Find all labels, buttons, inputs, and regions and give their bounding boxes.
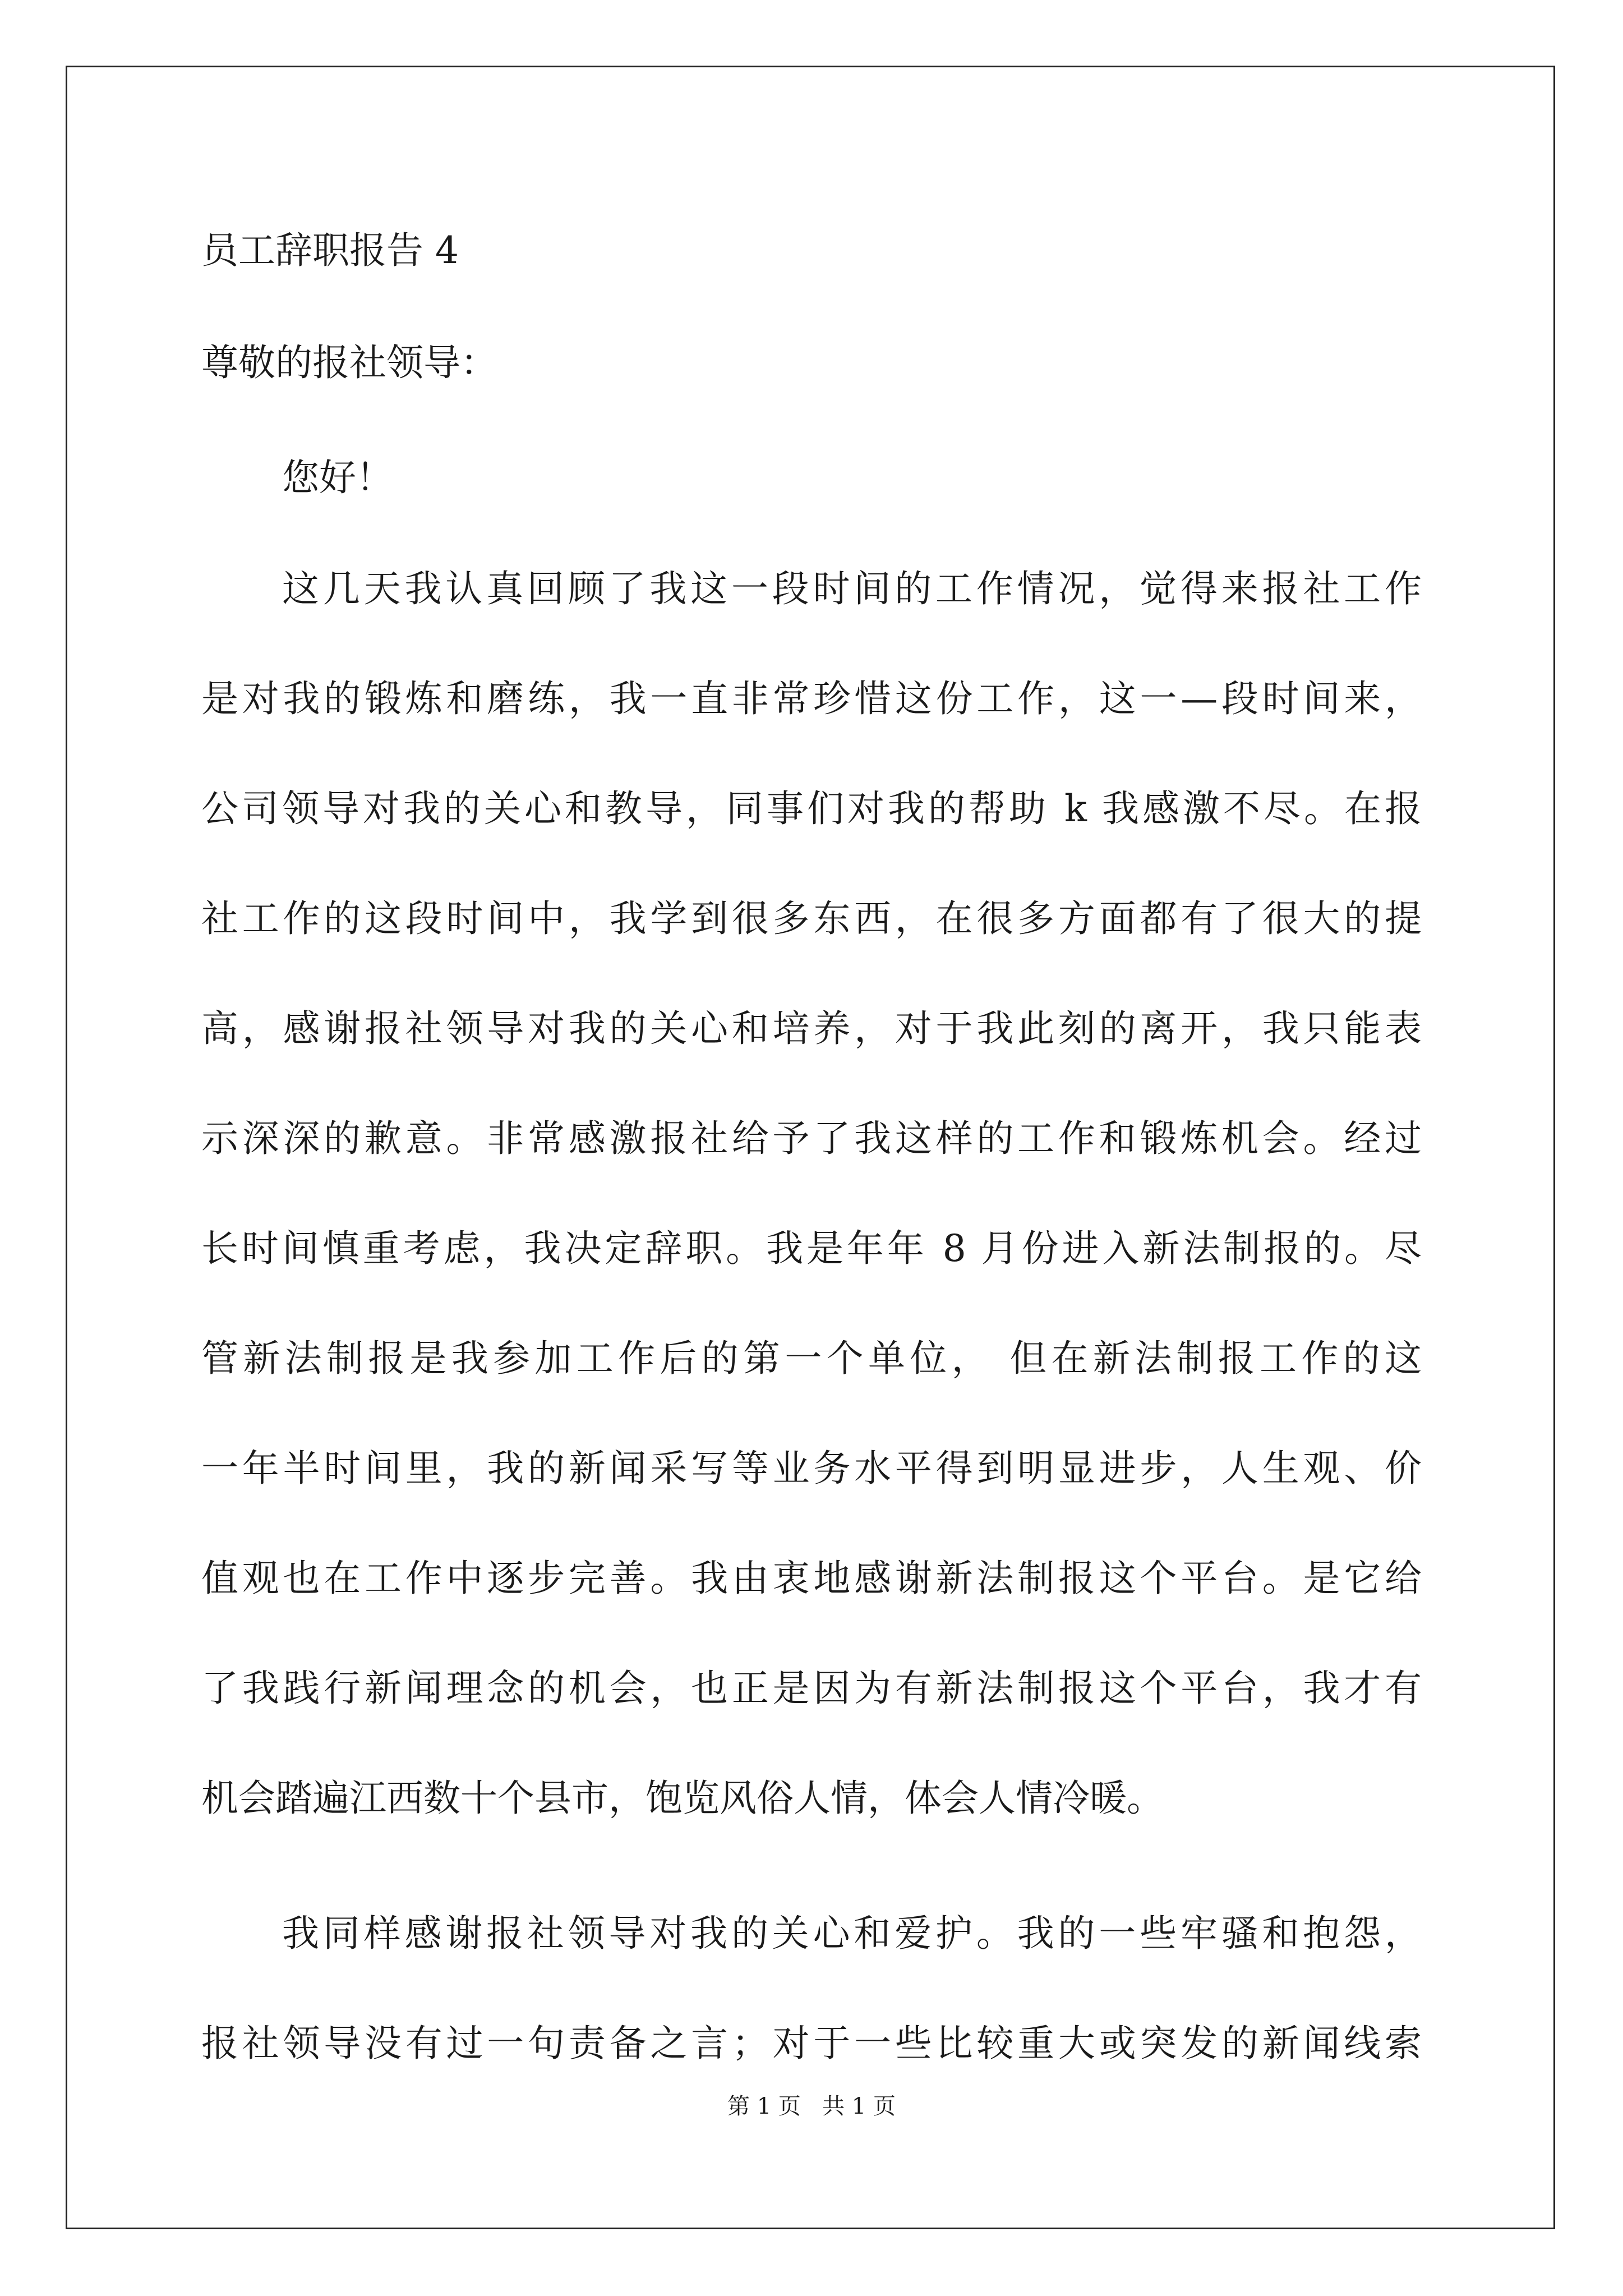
document-body xyxy=(201,220,1422,2099)
paragraph-line: 示深深的歉意。非常感激报社给予了我这样的工作和锻炼机会。经过 xyxy=(201,1117,1422,1160)
paragraph-line: 这几天我认真回顾了我这一段时间的工作情况，觉得来报社工作 xyxy=(282,567,1422,610)
paragraph-line: 社工作的这段时间中，我学到很多东西，在很多方面都有了很大的提 xyxy=(201,897,1422,940)
paragraph-line: 管新法制报是我参加工作后的第一个单位， 但在新法制报工作的这 xyxy=(201,1337,1422,1380)
paragraph-line: 了我践行新闻理念的机会，也正是因为有新法制报这个平台，我才有 xyxy=(201,1667,1422,1710)
paragraph-2 xyxy=(201,1879,1422,2099)
paragraph-1 xyxy=(201,534,1422,1853)
paragraph-line: 值观也在工作中逐步完善。我由衷地感谢新法制报这个平台。是它给 xyxy=(201,1557,1422,1600)
document-title: 员工辞职报告 4 xyxy=(201,229,459,272)
greeting: 您好！ xyxy=(282,456,393,499)
paragraph-line: 公司领导对我的关心和教导，同事们对我的帮助 k 我感激不尽。在报 xyxy=(201,787,1422,830)
salutation: 尊敬的报社领导： xyxy=(201,341,497,384)
paragraph-line: 我同样感谢报社领导对我的关心和爱护。我的一些牢骚和抱怨， xyxy=(282,1912,1422,1955)
paragraph-line: 高，感谢报社领导对我的关心和培养，对于我此刻的离开，我只能表 xyxy=(201,1007,1422,1050)
paragraph-line: 是对我的锻炼和磨练，我一直非常珍惜这份工作，这一—段时间来， xyxy=(201,677,1422,720)
paragraph-line: 一年半时间里，我的新闻采写等业务水平得到明显进步，人生观、价 xyxy=(201,1447,1422,1490)
paragraph-line: 报社领导没有过一句责备之言；对于一些比较重大或突发的新闻线索 xyxy=(201,2022,1422,2065)
page-footer: 第 1 页 共 1 页 xyxy=(727,2093,896,2119)
paragraph-line: 长时间慎重考虑，我决定辞职。我是年年 8 月份进入新法制报的。尽 xyxy=(201,1227,1422,1270)
paragraph-line: 机会踏遍江西数十个县市，饱览风俗人情，体会人情冷暖。 xyxy=(201,1777,1164,1820)
